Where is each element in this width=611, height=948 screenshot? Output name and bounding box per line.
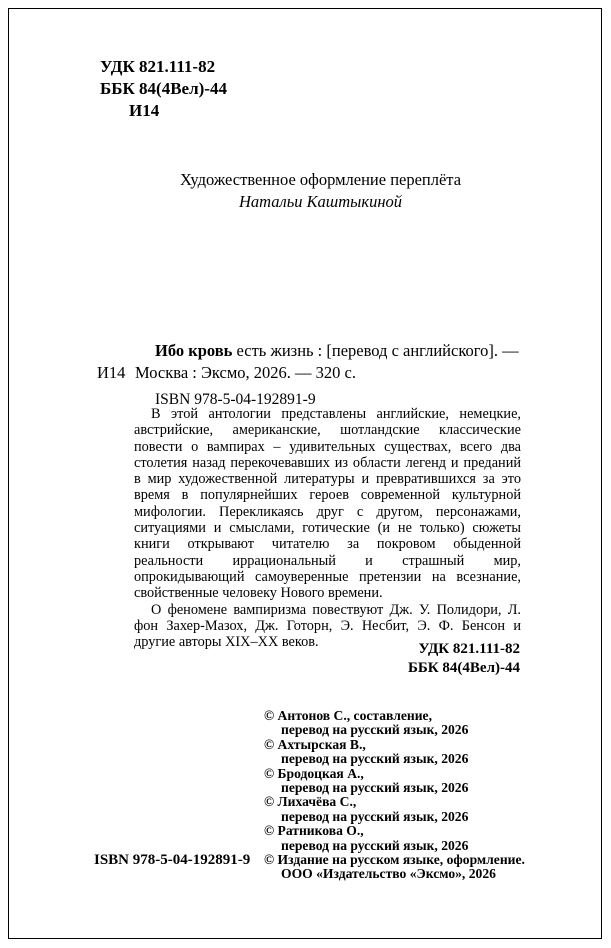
- copyright-holder: © Ахтырская В.,: [264, 736, 366, 752]
- cip-city-publisher: Москва : Эксмо, 2026. — 320 с.: [135, 362, 356, 382]
- design-credit: [30, 169, 611, 213]
- design-credit-label: Художественное оформление переплёта: [179, 170, 462, 189]
- copyright-detail: перевод на русский язык, 2026: [281, 751, 469, 767]
- copyright-holder: © Ратникова О.,: [264, 823, 364, 839]
- copyright-holder: © Бродоцкая А.,: [264, 765, 364, 781]
- udk-code-right: УДК 821.111-82: [418, 641, 520, 657]
- udk-code-top: УДК 821.111-82: [100, 57, 216, 76]
- cataloguing-block: [97, 340, 527, 411]
- annotation: [134, 406, 521, 650]
- author-index-cip: И14: [97, 362, 126, 382]
- copyright-detail: перевод на русский язык, 2026: [281, 808, 469, 824]
- copyright-holder: © Антонов С., составление,: [264, 708, 432, 723]
- copyright-holder: © Лихачёва С.,: [264, 794, 357, 810]
- copyright-holder: © Издание на русском языке, оформление.: [264, 852, 525, 868]
- copyright-entry: [264, 709, 525, 738]
- copyright-detail: перевод на русский язык, 2026: [281, 837, 469, 853]
- copyright-entry: [264, 795, 525, 824]
- copyright-list: [264, 709, 525, 882]
- author-index-top: И14: [129, 101, 160, 120]
- annotation-paragraph-1: В этой антологии представлены английские, немецкие, австрийские, американские, шотландские классические повести о вампирах – удивительных существах, всего два столетия назад перекочевавших из области легенд и преданий в мир художественной литературы и превратившихся за это время в популярнейших героев современной культурной мифологии. Перекликаясь друг с другом, персонажами, ситуациями и смыслами, готические (и не только) сюжеты книги открывают читателю за покровом обыденной реальности иррациональный и страшный мир, опрокидывающий самоуверенные претензии на всезнание, свойственные человеку Нового времени.: [134, 406, 521, 602]
- copyright-entry: [264, 824, 525, 853]
- classification-codes-right: [408, 640, 520, 678]
- book-title: Ибо кровь: [155, 341, 233, 360]
- cip-isbn: ISBN 978-5-04-192891-9: [155, 391, 316, 408]
- cip-title-line: [97, 340, 527, 362]
- copyright-detail: перевод на русский язык, 2026: [281, 780, 469, 796]
- annotation-paragraph-2: О феномене вампиризма повествуют Дж. У. Полидори, Л. фон Захер-Мазох, Дж. Готорн, Э. Несбит, Э. Ф. Бенсон и другие авторы XIX–XX веков.: [134, 601, 521, 651]
- classification-codes-top: [100, 56, 227, 122]
- bbk-code-right: ББК 84(4Вел)-44: [407, 660, 520, 676]
- copyright-entry: [264, 738, 525, 767]
- copyright-entry: [264, 767, 525, 796]
- bbk-code-top: ББК 84(4Вел)-44: [100, 79, 227, 98]
- designer-name: Натальи Каштыкиной: [238, 192, 403, 211]
- copyright-detail: ООО «Издательство «Эксмо», 2026: [281, 866, 496, 882]
- cip-title-rest: есть жизнь : [перевод с английского]. —: [232, 341, 519, 360]
- copyright-detail: перевод на русский язык, 2026: [281, 722, 469, 738]
- isbn-bottom: ISBN 978-5-04-192891-9: [94, 852, 251, 868]
- cip-imprint-line: [97, 362, 527, 384]
- copyright-entry: [264, 853, 525, 882]
